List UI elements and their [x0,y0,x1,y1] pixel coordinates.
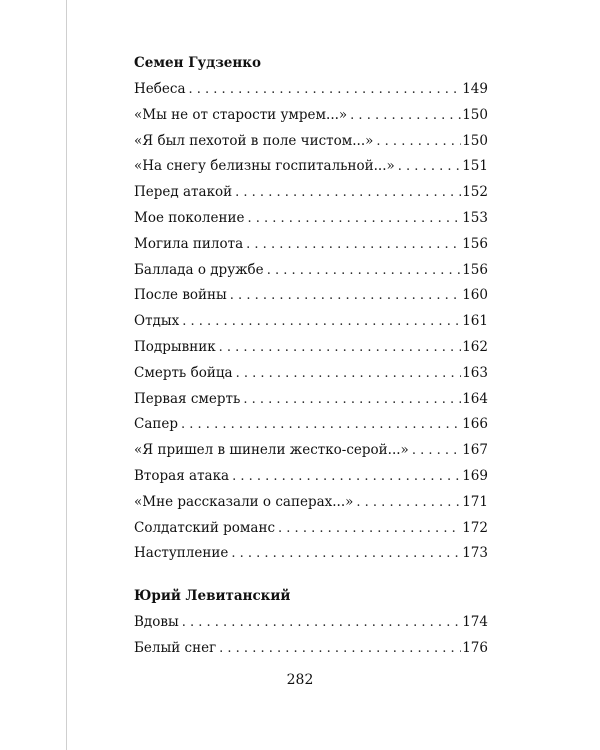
entry-title: Солдатский романс [134,519,276,536]
entry-page-number: 171 [462,493,488,510]
dot-leader [219,636,461,662]
dot-leader [243,387,461,413]
entry-title: Перед атакой [134,184,233,201]
entry-page-number: 173 [462,545,488,562]
dot-leader [182,309,461,335]
page-number: 282 [286,672,314,688]
entry-page-number: 166 [462,416,488,433]
author-heading: Семен Гудзенко [134,55,262,71]
toc-entry [134,103,488,129]
dot-leader [231,541,461,567]
entry-title: Отдых [134,313,180,330]
dot-leader [376,129,461,155]
entry-page-number: 163 [462,364,488,381]
toc-entry [134,490,488,516]
entry-title: Смерть бойца [134,364,233,381]
dot-leader [181,412,461,438]
entry-page-number: 160 [462,287,488,304]
toc-entry [134,232,488,258]
toc-entry [134,516,488,542]
entry-title: «Я пришел в шинели жестко-серой...» [134,442,409,459]
entry-title: «Мне рассказали о саперах...» [134,493,354,510]
entry-page-number: 167 [462,442,488,459]
toc-entry [134,464,488,490]
dot-leader [246,232,461,258]
entry-list [134,77,488,567]
entry-title: «Я был пехотой в поле чистом...» [134,132,374,149]
entry-title: Мое поколение [134,209,245,226]
entry-title: Подрывник [134,338,216,355]
entry-page-number: 153 [462,209,488,226]
entry-title: Сапер [134,416,179,433]
toc-entry [134,77,488,103]
entry-page-number: 174 [462,614,488,630]
dot-leader [236,361,462,387]
toc-entry [134,180,488,206]
entry-page-number: 161 [462,313,488,330]
entry-page-number: 169 [462,467,488,484]
toc-entry [134,610,488,636]
toc-entry [134,636,488,662]
toc-entry [134,206,488,232]
entry-title: Небеса [134,81,186,97]
dot-leader [350,103,461,129]
entry-page-number: 152 [462,184,488,201]
dot-leader [232,464,461,490]
entry-page-number: 156 [462,235,488,252]
dot-leader [267,258,462,284]
entry-list [134,610,488,662]
toc-entry [134,541,488,567]
entry-title: Баллада о дружбе [134,261,264,278]
dot-leader [219,335,462,361]
entry-title: Белый снег [134,639,217,656]
toc-entry [134,129,488,155]
dot-leader [189,77,462,103]
entry-page-number: 176 [462,639,488,656]
toc-entry [134,387,488,413]
toc-entry [134,335,488,361]
entry-page-number: 151 [462,158,488,175]
dot-leader [230,283,461,309]
dot-leader [278,516,461,542]
dot-leader [235,180,461,206]
dot-leader [247,206,461,232]
entry-page-number: 150 [462,132,488,149]
page-edge-line [66,0,67,750]
entry-title: Вторая атака [134,467,230,484]
toc-entry [134,283,488,309]
entry-title: Вдовы [134,614,179,630]
toc-entry [134,258,488,284]
entry-page-number: 164 [462,390,488,407]
entry-title: Первая смерть [134,390,241,407]
entry-page-number: 149 [462,81,488,97]
entry-page-number: 162 [462,338,488,355]
entry-title: Могила пилота [134,235,244,252]
toc-section-levitansky [134,585,488,662]
entry-page-number: 172 [462,519,488,536]
entry-page-number: 150 [462,106,488,123]
author-heading: Юрий Левитанский [134,588,291,604]
entry-title: «Мы не от старости умрем...» [134,106,348,123]
toc-entry [134,309,488,335]
entry-title: Наступление [134,545,229,562]
entry-title: «На снегу белизны госпитальной...» [134,158,395,175]
dot-leader [356,490,461,516]
toc-entry [134,361,488,387]
dot-leader [182,610,462,636]
toc-section-gudzenko [134,52,488,567]
entry-page-number: 156 [462,261,488,278]
toc-entry [134,154,488,180]
entry-title: После войны [134,287,227,304]
dot-leader [412,438,461,464]
dot-leader [398,154,461,180]
toc-entry [134,438,488,464]
toc-entry [134,412,488,438]
